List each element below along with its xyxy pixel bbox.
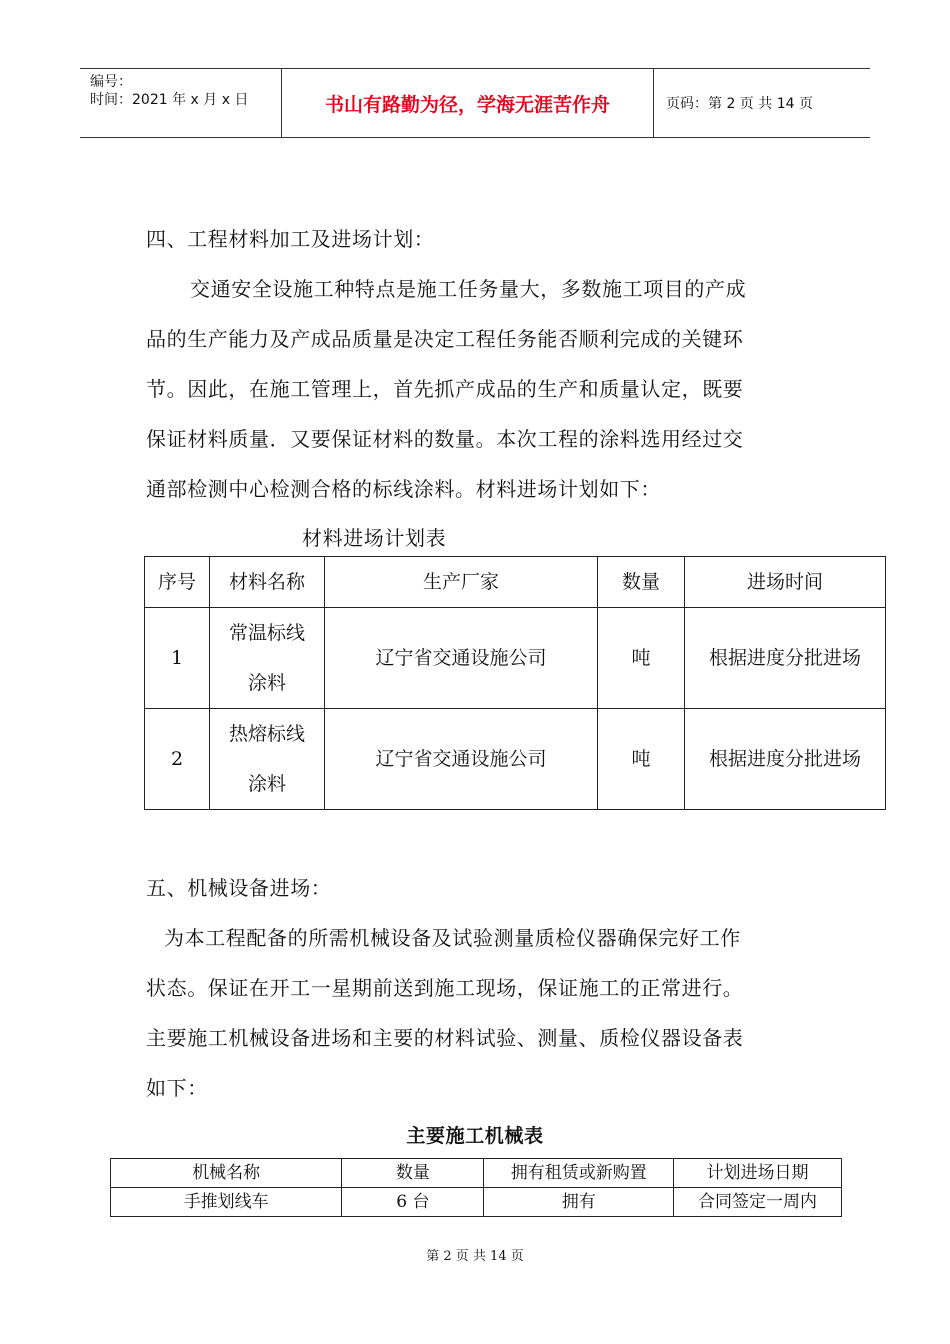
table-header-row bbox=[111, 1159, 842, 1188]
cell-qty: 吨 bbox=[598, 709, 685, 810]
col-header-qty: 数量 bbox=[598, 557, 685, 608]
cell-date: 合同签定一周内 bbox=[674, 1188, 842, 1217]
section5-heading: 五、机械设备进场： bbox=[146, 876, 332, 900]
col-header-name: 材料名称 bbox=[210, 557, 325, 608]
section5-line-1: 为本工程配备的所需机械设备及试验测量质检仪器确保完好工作 bbox=[164, 926, 741, 950]
header-meta bbox=[80, 69, 282, 137]
section5-line-4: 如下： bbox=[146, 1076, 208, 1100]
cell-no: 1 bbox=[145, 608, 210, 709]
section4-line-1: 交通安全设施工种特点是施工任务量大，多数施工项目的产成 bbox=[190, 277, 747, 301]
cell-name-line-2: 涂料 bbox=[247, 672, 286, 694]
section4-line-5: 通部检测中心检测合格的标线涂料。材料进场计划如下： bbox=[146, 477, 661, 501]
col-header-date: 计划进场日期 bbox=[674, 1159, 842, 1188]
cell-no: 2 bbox=[145, 709, 210, 810]
section4-heading: 四、工程材料加工及进场计划： bbox=[146, 227, 435, 251]
section4-line-2: 品的生产能力及产成品质量是决定工程任务能否顺利完成的关键环 bbox=[146, 327, 744, 351]
section4-line-4: 保证材料质量．又要保证材料的数量。本次工程的涂料选用经过交 bbox=[146, 427, 744, 451]
machinery-table-title: 主要施工机械表 bbox=[406, 1125, 544, 1147]
col-header-ownership: 拥有租赁或新购置 bbox=[484, 1159, 674, 1188]
table-row bbox=[111, 1188, 842, 1217]
page-header bbox=[80, 68, 870, 138]
time-label: 时间：2021 年 x 月 x 日 bbox=[90, 92, 249, 108]
number-label: 编号： bbox=[90, 74, 132, 90]
material-table-title: 材料进场计划表 bbox=[302, 526, 447, 550]
cell-maker: 辽宁省交通设施公司 bbox=[325, 709, 598, 810]
cell-maker: 辽宁省交通设施公司 bbox=[325, 608, 598, 709]
cell-name-line-2: 涂料 bbox=[247, 773, 286, 795]
col-header-no: 序号 bbox=[145, 557, 210, 608]
cell-name bbox=[210, 608, 325, 709]
page-footer: 第 2 页 共 14 页 bbox=[426, 1249, 524, 1264]
header-motto: 书山有路勤为径，学海无涯苦作舟 bbox=[282, 69, 654, 137]
section4-line-3: 节。因此，在施工管理上，首先抓产成品的生产和质量认定，既要 bbox=[146, 377, 744, 401]
col-header-qty: 数量 bbox=[342, 1159, 484, 1188]
section5-line-2: 状态。保证在开工一星期前送到施工现场，保证施工的正常进行。 bbox=[146, 976, 744, 1000]
col-header-time: 进场时间 bbox=[685, 557, 886, 608]
material-schedule-table bbox=[144, 556, 886, 810]
machinery-table bbox=[110, 1158, 842, 1217]
col-header-machine: 机械名称 bbox=[111, 1159, 342, 1188]
cell-name-line-1: 常温标线 bbox=[228, 622, 305, 644]
cell-qty: 6 台 bbox=[342, 1188, 484, 1217]
table-row bbox=[145, 608, 886, 709]
table-header-row bbox=[145, 557, 886, 608]
cell-qty: 吨 bbox=[598, 608, 685, 709]
table-row bbox=[145, 709, 886, 810]
header-page-code: 页码：第 2 页 共 14 页 bbox=[666, 96, 813, 112]
cell-name-line-1: 热熔标线 bbox=[228, 723, 305, 745]
cell-time: 根据进度分批进场 bbox=[685, 709, 886, 810]
cell-ownership: 拥有 bbox=[484, 1188, 674, 1217]
cell-name bbox=[210, 709, 325, 810]
section5-line-3: 主要施工机械设备进场和主要的材料试验、测量、质检仪器设备表 bbox=[146, 1026, 744, 1050]
cell-time: 根据进度分批进场 bbox=[685, 608, 886, 709]
cell-machine: 手推划线车 bbox=[111, 1188, 342, 1217]
col-header-maker: 生产厂家 bbox=[325, 557, 598, 608]
